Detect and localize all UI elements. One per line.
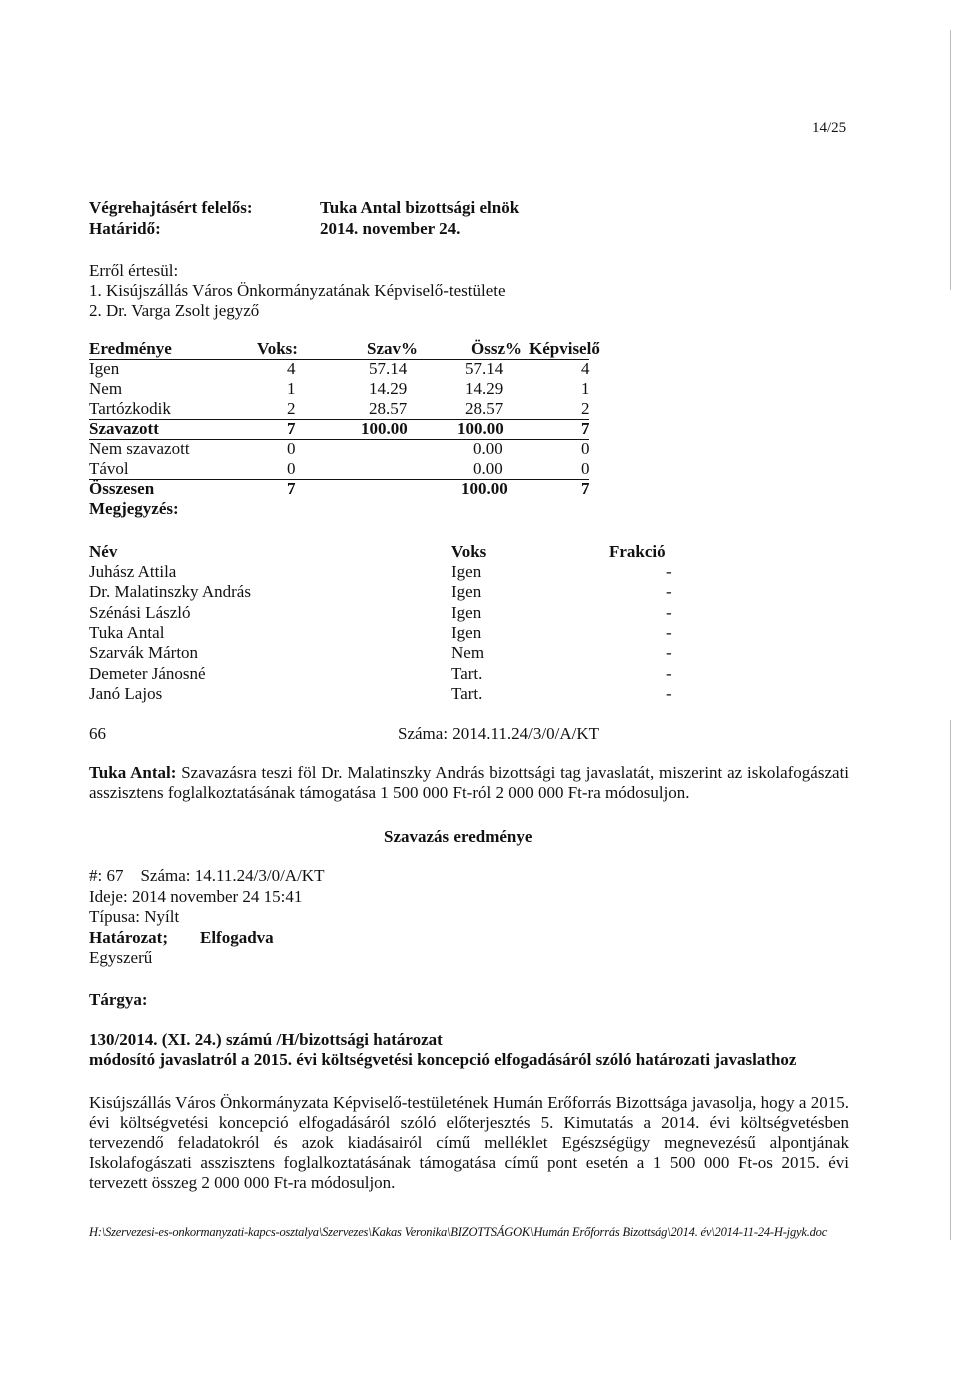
- voter-faction: -: [666, 582, 672, 601]
- results-row: [89, 439, 589, 460]
- table-row: [89, 582, 709, 602]
- speaker-name: Tuka Antal:: [89, 763, 177, 782]
- results-row: [89, 359, 589, 380]
- voter-faction: -: [666, 562, 672, 581]
- item67-line: Ideje: 2014 november 24 15:41: [89, 887, 303, 906]
- results-cell: 28.57: [465, 399, 504, 418]
- voter-vote: Igen: [451, 603, 482, 622]
- vote-result-heading: Szavazás eredménye: [384, 827, 533, 846]
- results-header-cell: Voks:: [257, 339, 298, 358]
- voter-vote: Tart.: [451, 664, 483, 683]
- table-row: [89, 562, 709, 582]
- note-label: Megjegyzés:: [89, 499, 179, 518]
- responsible-label: Végrehajtásért felelős:: [89, 198, 253, 217]
- page-number: 14/25: [812, 120, 847, 136]
- results-cell: 7: [287, 479, 296, 498]
- results-cell: 2: [581, 399, 590, 418]
- voter-name: Tuka Antal: [89, 623, 165, 642]
- results-cell: Nem: [89, 379, 123, 398]
- results-cell: 14.29: [369, 379, 408, 398]
- item-szama: Száma: 2014.11.24/3/0/A/KT: [398, 724, 599, 743]
- votes-header: [89, 542, 709, 562]
- deadline-label: Határidő:: [89, 219, 161, 238]
- table-row: [89, 643, 709, 663]
- table-row: [89, 603, 709, 623]
- results-cell: Szavazott: [89, 419, 159, 438]
- votes-header-cell: Frakció: [609, 542, 666, 561]
- results-row: [89, 479, 589, 500]
- decision-value: Elfogadva: [200, 928, 274, 947]
- results-cell: 0.00: [473, 459, 503, 478]
- speaker-paragraph: [89, 763, 849, 803]
- resolution-body: Kisújszállás Város Önkormányzata Képviselő-testületének Humán Erőforrás Bizottsága javasolja, hogy a 2015. évi költségvetési koncepció elfogadásáról szóló előterjesztés 5. Kimutatás a 2014. évi költségvetésben tervezendő feladatokról és azok kiadásairól című melléklet Egészségügy megnevezésű alpontjának Iskolafogászati asszisztens foglalkoztatásának támogatása című pont esetén a 1 500 000 Ft-os 2015. évi tervezett összeg 2 000 000 Ft-ra módosuljon.: [89, 1093, 849, 1192]
- table-row: [89, 684, 709, 704]
- speaker-text: Szavazásra teszi föl Dr. Malatinszky András bizottsági tag javaslatát, miszerint az iskolafogászati asszisztens foglalkoztatásának támogatása 1 500 000 Ft-ról 2 000 000 Ft-ra módosuljon.: [89, 763, 850, 802]
- voter-faction: -: [666, 623, 672, 642]
- results-cell: Nem szavazott: [89, 439, 190, 458]
- voter-name: Dr. Malatinszky András: [89, 582, 251, 601]
- results-cell: 14.29: [465, 379, 504, 398]
- subject-label: Tárgya:: [89, 990, 148, 1009]
- scan-edge-mark: [950, 720, 951, 1240]
- voter-name: Szarvák Márton: [89, 643, 199, 662]
- resolution-subtitle: módosító javaslatról a 2015. évi költségvetési koncepció elfogadásáról szóló határozati javaslathoz: [89, 1050, 797, 1069]
- voter-vote: Igen: [451, 562, 482, 581]
- deadline-value: 2014. november 24.: [320, 219, 461, 238]
- results-row: [89, 459, 589, 480]
- voter-name: Janó Lajos: [89, 684, 163, 703]
- voter-faction: -: [666, 643, 672, 662]
- results-cell: 100.00: [361, 419, 408, 438]
- decision-label: Határozat;: [89, 928, 168, 947]
- results-cell: 4: [581, 359, 590, 378]
- voter-faction: -: [666, 603, 672, 622]
- voter-vote: Nem: [451, 643, 485, 662]
- results-header-cell: Képviselő: [529, 339, 600, 358]
- results-cell: 28.57: [369, 399, 408, 418]
- voter-vote: Igen: [451, 623, 482, 642]
- voter-faction: -: [666, 664, 672, 683]
- results-cell: 57.14: [369, 359, 408, 378]
- notify-item: 1. Kisújszállás Város Önkormányzatának Képviselő-testülete: [89, 281, 506, 300]
- results-cell: 0: [581, 439, 590, 458]
- votes-header-cell: Név: [89, 542, 118, 561]
- results-cell: 100.00: [461, 479, 508, 498]
- item67-line: Egyszerű: [89, 948, 153, 967]
- item-number: 66: [89, 724, 106, 743]
- results-cell: 0: [581, 459, 590, 478]
- table-row: [89, 623, 709, 643]
- results-cell: 7: [581, 479, 590, 498]
- votes-header-cell: Voks: [451, 542, 487, 561]
- item67-line: #: 67 Száma: 14.11.24/3/0/A/KT: [89, 866, 325, 885]
- scan-edge-mark: [950, 30, 951, 290]
- item67-line: Típusa: Nyílt: [89, 907, 180, 926]
- results-row: [89, 399, 589, 420]
- results-cell: 4: [287, 359, 296, 378]
- results-cell: 0: [287, 439, 296, 458]
- notify-heading: Erről értesül:: [89, 261, 179, 280]
- results-cell: Igen: [89, 359, 120, 378]
- voter-vote: Tart.: [451, 684, 483, 703]
- results-cell: 100.00: [457, 419, 504, 438]
- voter-vote: Igen: [451, 582, 482, 601]
- footer-file-path: H:\Szervezesi-es-onkormanyzati-kapcs-osztalya\Szervezes\Kakas Veronika\BIZOTTSÁGOK\Humán Erőforrás Bizottság\2014. év\2014-11-24-H-jgyk.doc: [89, 1225, 828, 1239]
- results-cell: 1: [581, 379, 590, 398]
- results-cell: Tartózkodik: [89, 399, 171, 418]
- resolution-title: 130/2014. (XI. 24.) számú /H/bizottsági határozat: [89, 1030, 443, 1049]
- results-row: [89, 419, 589, 440]
- voter-faction: -: [666, 684, 672, 703]
- responsible-value: Tuka Antal bizottsági elnök: [320, 198, 520, 217]
- results-cell: 57.14: [465, 359, 504, 378]
- results-cell: 0.00: [473, 439, 503, 458]
- results-header-cell: Össz%: [471, 339, 522, 358]
- results-cell: 0: [287, 459, 296, 478]
- notify-item: 2. Dr. Varga Zsolt jegyző: [89, 301, 260, 320]
- voter-name: Szénási László: [89, 603, 191, 622]
- voter-name: Juhász Attila: [89, 562, 177, 581]
- results-cell: 7: [287, 419, 296, 438]
- voter-name: Demeter Jánosné: [89, 664, 206, 683]
- results-row: [89, 379, 589, 400]
- results-cell: 2: [287, 399, 296, 418]
- results-cell: Távol: [89, 459, 129, 478]
- results-header-cell: Szav%: [367, 339, 418, 358]
- results-header: [89, 339, 600, 360]
- results-cell: Összesen: [89, 479, 155, 498]
- table-row: [89, 664, 709, 684]
- results-header-cell: Eredménye: [89, 339, 172, 358]
- results-cell: 7: [581, 419, 590, 438]
- results-cell: 1: [287, 379, 296, 398]
